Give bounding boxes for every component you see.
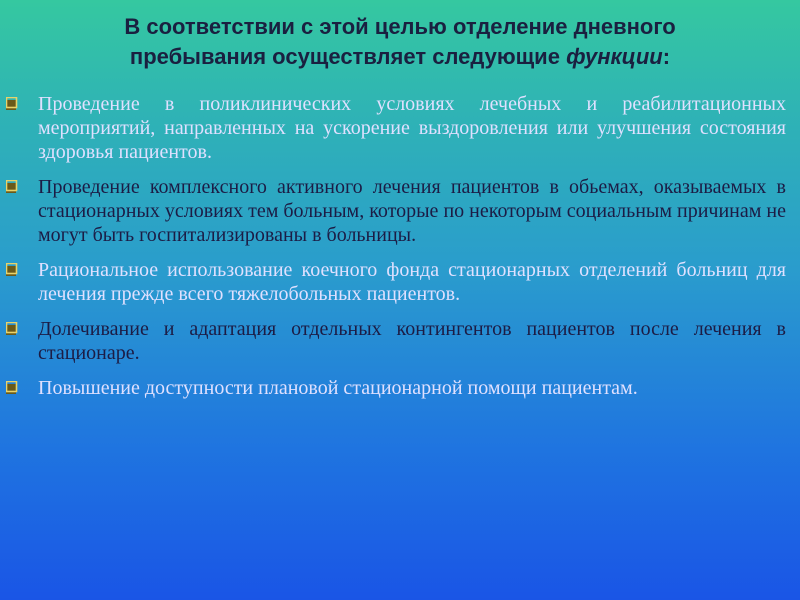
list-item — [0, 376, 800, 400]
bullet-text: Долечивание и адаптация отдельных контингентов пациентов после лечения в стационаре. — [38, 318, 786, 364]
checkbox-bullet-icon — [6, 381, 19, 394]
checkbox-bullet-icon — [6, 180, 19, 193]
slide-title — [30, 12, 770, 72]
title-emphasis: функции — [566, 44, 663, 69]
title-line-2-text: пребывания осуществляет следующие — [129, 44, 567, 69]
checkbox-bullet-icon — [6, 97, 19, 110]
bullet-text: Повышение доступности плановой стационарной помощи пациентам. — [38, 377, 638, 399]
bullet-text: Рациональное использование коечного фонда стационарных отделений больниц для лечения прежде всего тяжелобольных пациентов. — [38, 259, 786, 305]
list-item — [0, 258, 800, 306]
list-item — [0, 175, 800, 247]
bullet-text: Проведение комплексного активного лечения пациентов в обьемах, оказываемых в стационарных условиях тем больным, которые по некоторым социальным причинам не могут быть госпитализированы в больницы. — [38, 176, 786, 246]
title-line-2 — [30, 42, 770, 72]
checkbox-bullet-icon — [6, 263, 19, 276]
list-item — [0, 92, 800, 164]
title-line-1: В соответствии с этой целью отделение дневного — [124, 14, 676, 39]
bullet-list — [0, 92, 800, 411]
bullet-text: Проведение в поликлинических условиях лечебных и реабилитационных мероприятий, направленных на ускорение выздоровления или улучшения состояния здоровья пациентов. — [38, 93, 786, 163]
list-item — [0, 317, 800, 365]
checkbox-bullet-icon — [6, 322, 19, 335]
title-suffix: : — [662, 44, 671, 69]
